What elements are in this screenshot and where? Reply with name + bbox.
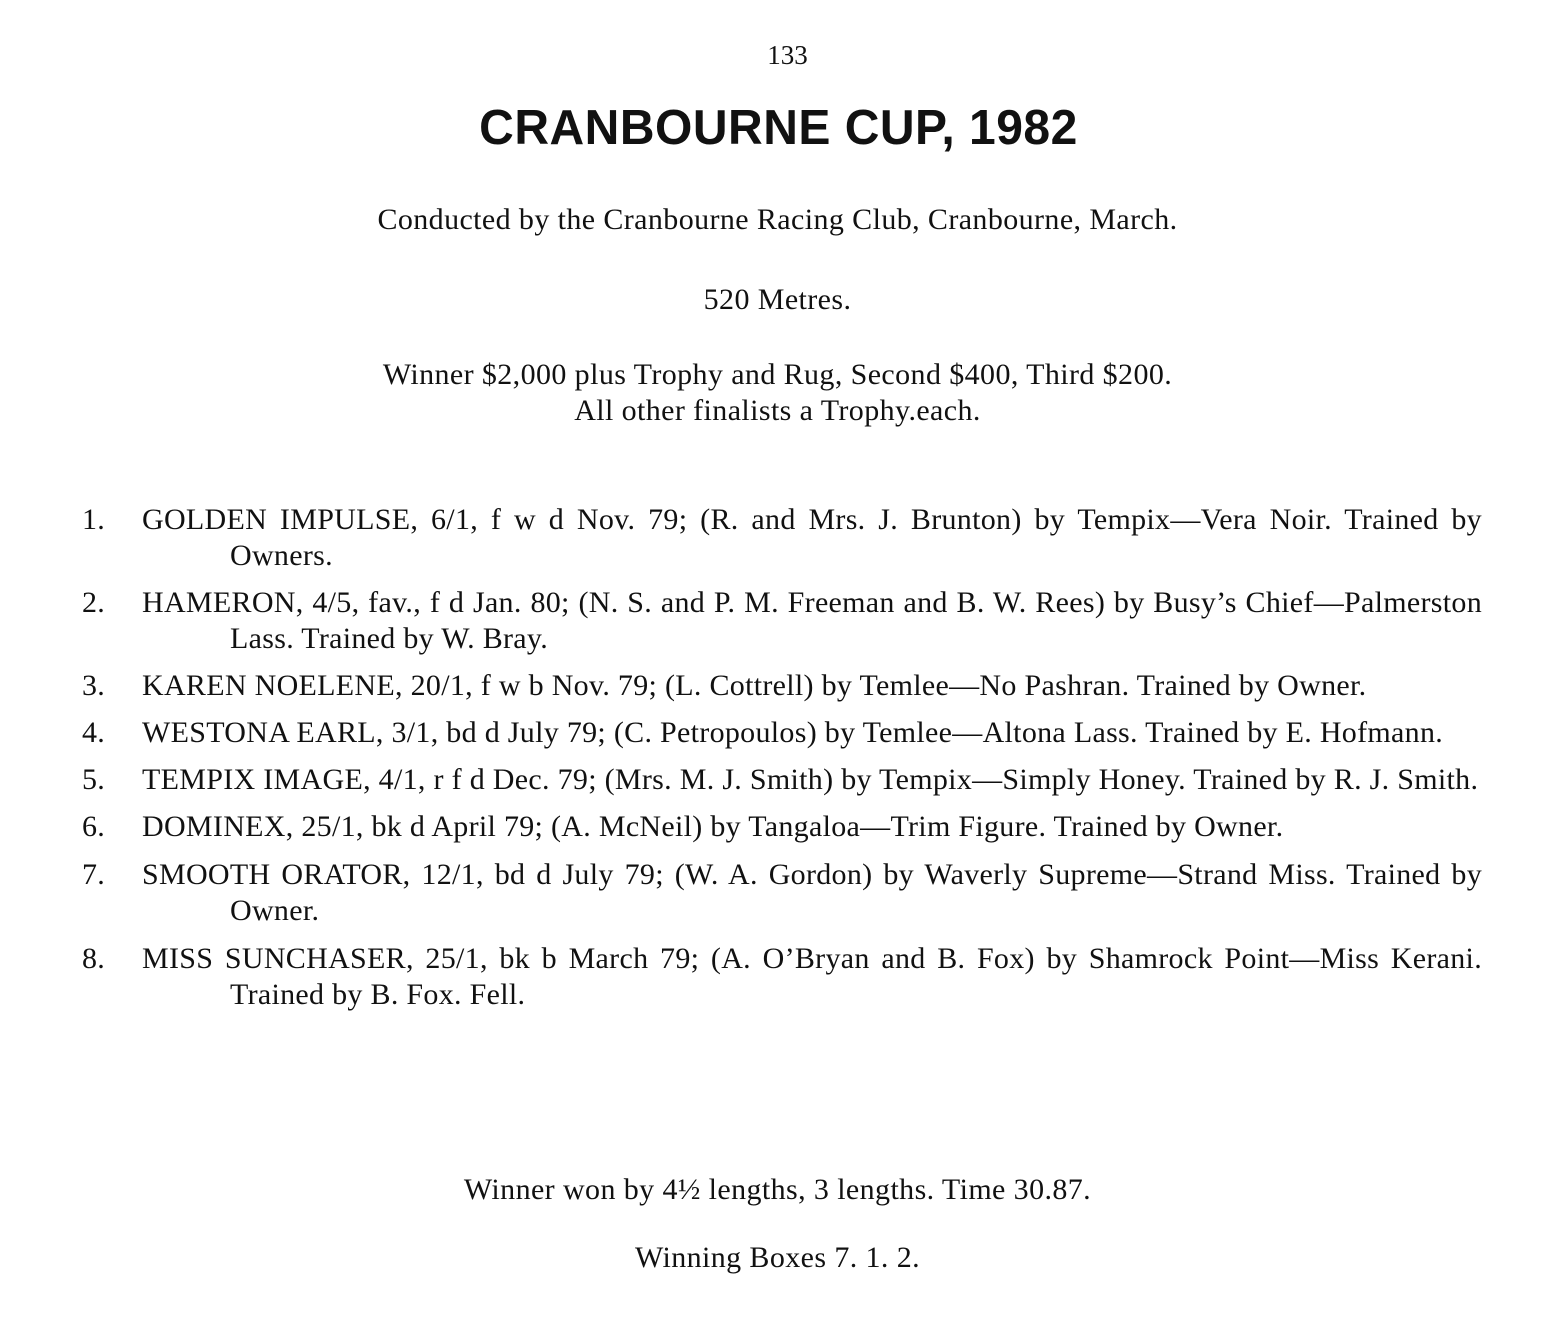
result-place: 7. bbox=[82, 858, 106, 891]
result-entry bbox=[82, 668, 1482, 704]
result-text: WESTONA EARL, 3/1, bd d July 79; (C. Petropoulos) by Temlee—Altona Lass. Trained by E. Hofmann. bbox=[142, 716, 1444, 749]
result-entry bbox=[82, 502, 1482, 574]
result-entry bbox=[82, 762, 1482, 798]
result-place: 2. bbox=[82, 586, 106, 619]
page-number: 133 bbox=[767, 40, 808, 70]
result-text: DOMINEX, 25/1, bk d April 79; (A. McNeil) by Tangaloa—Trim Figure. Trained by Owner. bbox=[142, 810, 1284, 843]
result-entry bbox=[82, 585, 1482, 657]
result-place: 5. bbox=[82, 763, 106, 796]
result-text: HAMERON, 4/5, fav., f d Jan. 80; (N. S. and P. M. Freeman and B. W. Rees) by Busy’s Chief—Palmerston Lass. Trained by W. Bray. bbox=[142, 586, 1482, 655]
result-place: 4. bbox=[82, 716, 106, 749]
race-results-list bbox=[82, 502, 1482, 1024]
conducted-by-line: Conducted by the Cranbourne Racing Club, Cranbourne, March. bbox=[377, 203, 1178, 236]
prize-money-line: Winner $2,000 plus Trophy and Rug, Second $400, Third $200. bbox=[382, 358, 1173, 391]
result-place: 8. bbox=[82, 942, 106, 975]
result-text: TEMPIX IMAGE, 4/1, r f d Dec. 79; (Mrs. M. J. Smith) by Tempix—Simply Honey. Trained by R. J. Smith. bbox=[142, 763, 1479, 796]
result-entry bbox=[82, 941, 1482, 1013]
result-text: GOLDEN IMPULSE, 6/1, f w d Nov. 79; (R. and Mrs. J. Brunton) by Tempix—Vera Noir. Trained by Owners. bbox=[142, 503, 1482, 572]
page-title: CRANBOURNE CUP, 1982 bbox=[479, 101, 1078, 155]
result-text: SMOOTH ORATOR, 12/1, bd d July 79; (W. A. Gordon) by Waverly Supreme—Strand Miss. Trained by Owner. bbox=[142, 858, 1482, 927]
result-place: 1. bbox=[82, 503, 106, 536]
result-text: MISS SUNCHASER, 25/1, bk b March 79; (A. O’Bryan and B. Fox) by Shamrock Point—Miss Kerani. Trained by B. Fox. Fell. bbox=[142, 942, 1482, 1011]
result-place: 3. bbox=[82, 669, 106, 702]
race-distance: 520 Metres. bbox=[703, 283, 852, 316]
result-entry bbox=[82, 809, 1482, 845]
result-entry bbox=[82, 857, 1482, 929]
result-place: 6. bbox=[82, 810, 106, 843]
winning-boxes: Winning Boxes 7. 1. 2. bbox=[634, 1241, 921, 1274]
result-text: KAREN NOELENE, 20/1, f w b Nov. 79; (L. Cottrell) by Temlee—No Pashran. Trained by Owner. bbox=[142, 669, 1367, 702]
result-entry bbox=[82, 715, 1482, 751]
finalists-trophy-line: All other finalists a Trophy.each. bbox=[574, 394, 981, 427]
race-summary: Winner won by 4½ lengths, 3 lengths. Time 30.87. bbox=[463, 1173, 1092, 1206]
